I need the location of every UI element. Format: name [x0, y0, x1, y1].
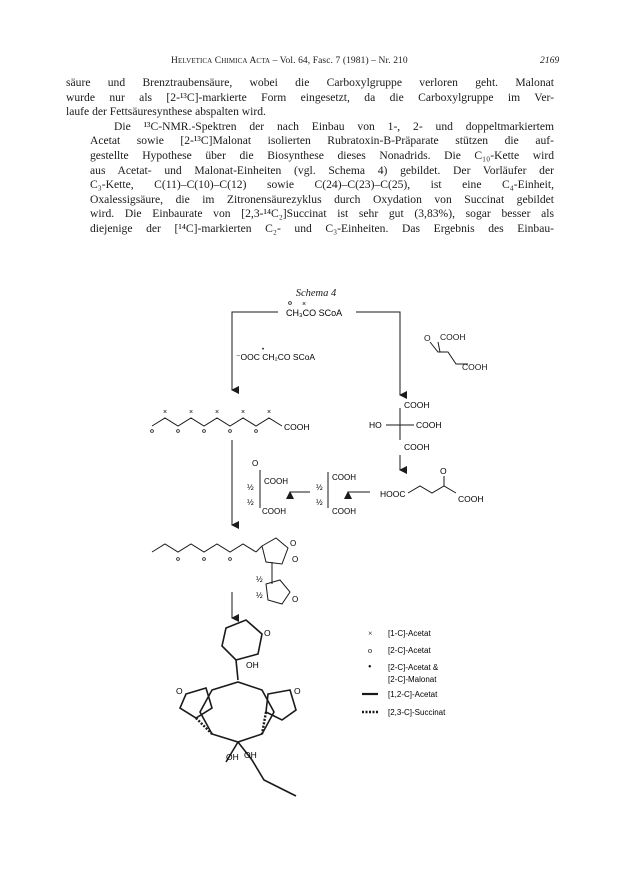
label-cross-marker: × — [215, 409, 220, 416]
text-line: wird. Die Einbaurate von [2,3-¹⁴C₂]Succinat ist sehr gut (3,83%), sogar besser als — [90, 207, 554, 221]
label-cooh: COOH — [332, 473, 356, 482]
label-cooh: COOH — [262, 507, 286, 516]
text-line: wurde nur als [2-¹³C]-markierte Form eingesetzt, da die Carboxylgruppe im Ver- — [66, 90, 554, 104]
anhydride-intermediate — [152, 538, 290, 604]
acetyl-coa — [286, 301, 342, 318]
legend-symbol: • — [368, 662, 372, 673]
text-line: Acetat sowie [2-¹³C]Malonat isolierten Rubratoxin-B-Präparate stützen die auf- — [90, 134, 554, 148]
citrate — [386, 408, 414, 440]
label-cooh: COOH — [462, 362, 488, 372]
malonyl-coa — [236, 347, 315, 362]
label-o: O — [424, 333, 431, 343]
legend-item — [368, 629, 431, 638]
journal-issue: – Vol. 64, Fasc. 7 (1981) – Nr. 210 — [272, 56, 408, 66]
label-cooh: COOH — [404, 400, 430, 410]
label-o: O — [290, 539, 297, 548]
malonyl-coa-label: ⁻OOC CH₂CO SCoA — [236, 352, 316, 362]
label-circle-marker — [229, 558, 232, 561]
legend-item — [368, 646, 431, 655]
legend-item — [388, 675, 437, 684]
acetyl-coa-label: CH₃CO SCoA — [286, 308, 343, 318]
text-line: laufe der Fettsäuresynthese abspalten wird. — [66, 105, 266, 119]
label-cooh: COOH — [264, 477, 288, 486]
label-ho: HO — [369, 420, 382, 430]
text-line: gestellte Hypothese über die Biosynthese dieses Nonadrids. Die C₁₀-Kette wird — [90, 148, 554, 162]
rubratoxin-structure — [180, 620, 296, 796]
label-half: ½ — [316, 483, 323, 492]
label-o: O — [292, 555, 299, 564]
legend — [362, 629, 446, 717]
label-circle-marker — [289, 302, 292, 305]
label-cross-marker: × — [267, 409, 272, 416]
label-cooh: COOH — [416, 420, 442, 430]
fatty-acid-chain — [152, 418, 282, 426]
label-oh: OH — [226, 752, 239, 762]
citrate-labels — [369, 400, 442, 452]
page-number: 2169 — [540, 56, 560, 66]
label-cross-marker: × — [189, 409, 194, 416]
label-o: O — [292, 595, 299, 604]
text-line: aus Acetat- und Malonat-Einheiten (vgl. Schema 4) gebildet. Der Vorläufer der — [90, 163, 554, 177]
label-half: ½ — [256, 591, 263, 600]
legend-label: [2,3-C]-Succinat — [388, 708, 446, 717]
legend-item — [362, 708, 446, 717]
text-line: Oxalessigsäure, die im Zitronensäurezyklus durch Oxydation von Succinat gebildet — [90, 192, 554, 206]
anhydride-labels — [177, 539, 299, 604]
legend-label: [2-C]-Acetat — [388, 646, 431, 655]
label-circle-marker — [177, 430, 180, 433]
legend-label: [1,2-C]-Acetat — [388, 690, 438, 699]
label-dot-marker: • — [262, 347, 265, 353]
label-circle-marker — [203, 558, 206, 561]
legend-symbol: o — [368, 646, 372, 655]
legend-label: [2-C]-Acetat & — [388, 663, 439, 672]
journal-name: Helvetica Chimica Acta — [171, 56, 271, 66]
label-cooh: COOH — [332, 507, 356, 516]
label-cooh: COOH — [284, 422, 310, 432]
text-line: C₃-Kette, C(11)–C(10)–C(12) sowie C(24)–C(23)–C(25), ist eine C₄-Einheit, — [90, 178, 554, 192]
label-o: O — [440, 466, 447, 476]
legend-item — [362, 690, 438, 699]
label-o: O — [252, 459, 259, 468]
label-half: ½ — [247, 483, 254, 492]
label-half: ½ — [316, 498, 323, 507]
label-o: O — [264, 628, 271, 638]
label-cooh: COOH — [440, 332, 466, 342]
label-circle-marker — [177, 558, 180, 561]
succinate-labels — [380, 466, 484, 504]
label-cooh: COOH — [404, 442, 430, 452]
schema-caption: Schema 4 — [295, 288, 337, 299]
label-cross-marker: × — [302, 301, 307, 308]
label-circle-marker — [203, 430, 206, 433]
label-o: O — [176, 686, 183, 696]
label-cross-marker: × — [163, 409, 168, 416]
intermediate-left-labels — [247, 459, 288, 516]
label-cooh: COOH — [458, 494, 484, 504]
succinate — [408, 476, 456, 493]
text-line: diejenige der [¹⁴C]-markierten C₂- und C₃-Einheiten. Das Ergebnis des Einbau- — [90, 221, 554, 235]
oxaloacetate-top-labels — [424, 332, 488, 372]
fatty-acid-chain-labels — [151, 409, 310, 432]
label-half: ½ — [256, 575, 263, 584]
label-half: ½ — [247, 498, 254, 507]
intermediate-middle-labels — [316, 473, 356, 516]
label-circle-marker — [255, 430, 258, 433]
text-line: Die ¹³C-NMR.-Spektren der nach Einbau von 1-, 2- und doppeltmarkiertem — [114, 119, 554, 133]
legend-label: [1-C]-Acetat — [388, 629, 431, 638]
label-circle-marker — [151, 430, 154, 433]
label-circle-marker — [229, 430, 232, 433]
label-oh: OH — [246, 660, 259, 670]
label-oh: OH — [244, 750, 257, 760]
text-line: säure und Brenztraubensäure, wobei die Carboxylgruppe verloren geht. Malonat — [66, 76, 554, 89]
legend-symbol: × — [368, 629, 373, 638]
label-o: O — [294, 686, 301, 696]
oxaloacetate-top — [430, 342, 468, 364]
label-hooc: HOOC — [380, 489, 406, 499]
legend-item — [368, 662, 439, 673]
legend-label: [2-C]-Malonat — [388, 675, 437, 684]
label-cross-marker: × — [241, 409, 246, 416]
